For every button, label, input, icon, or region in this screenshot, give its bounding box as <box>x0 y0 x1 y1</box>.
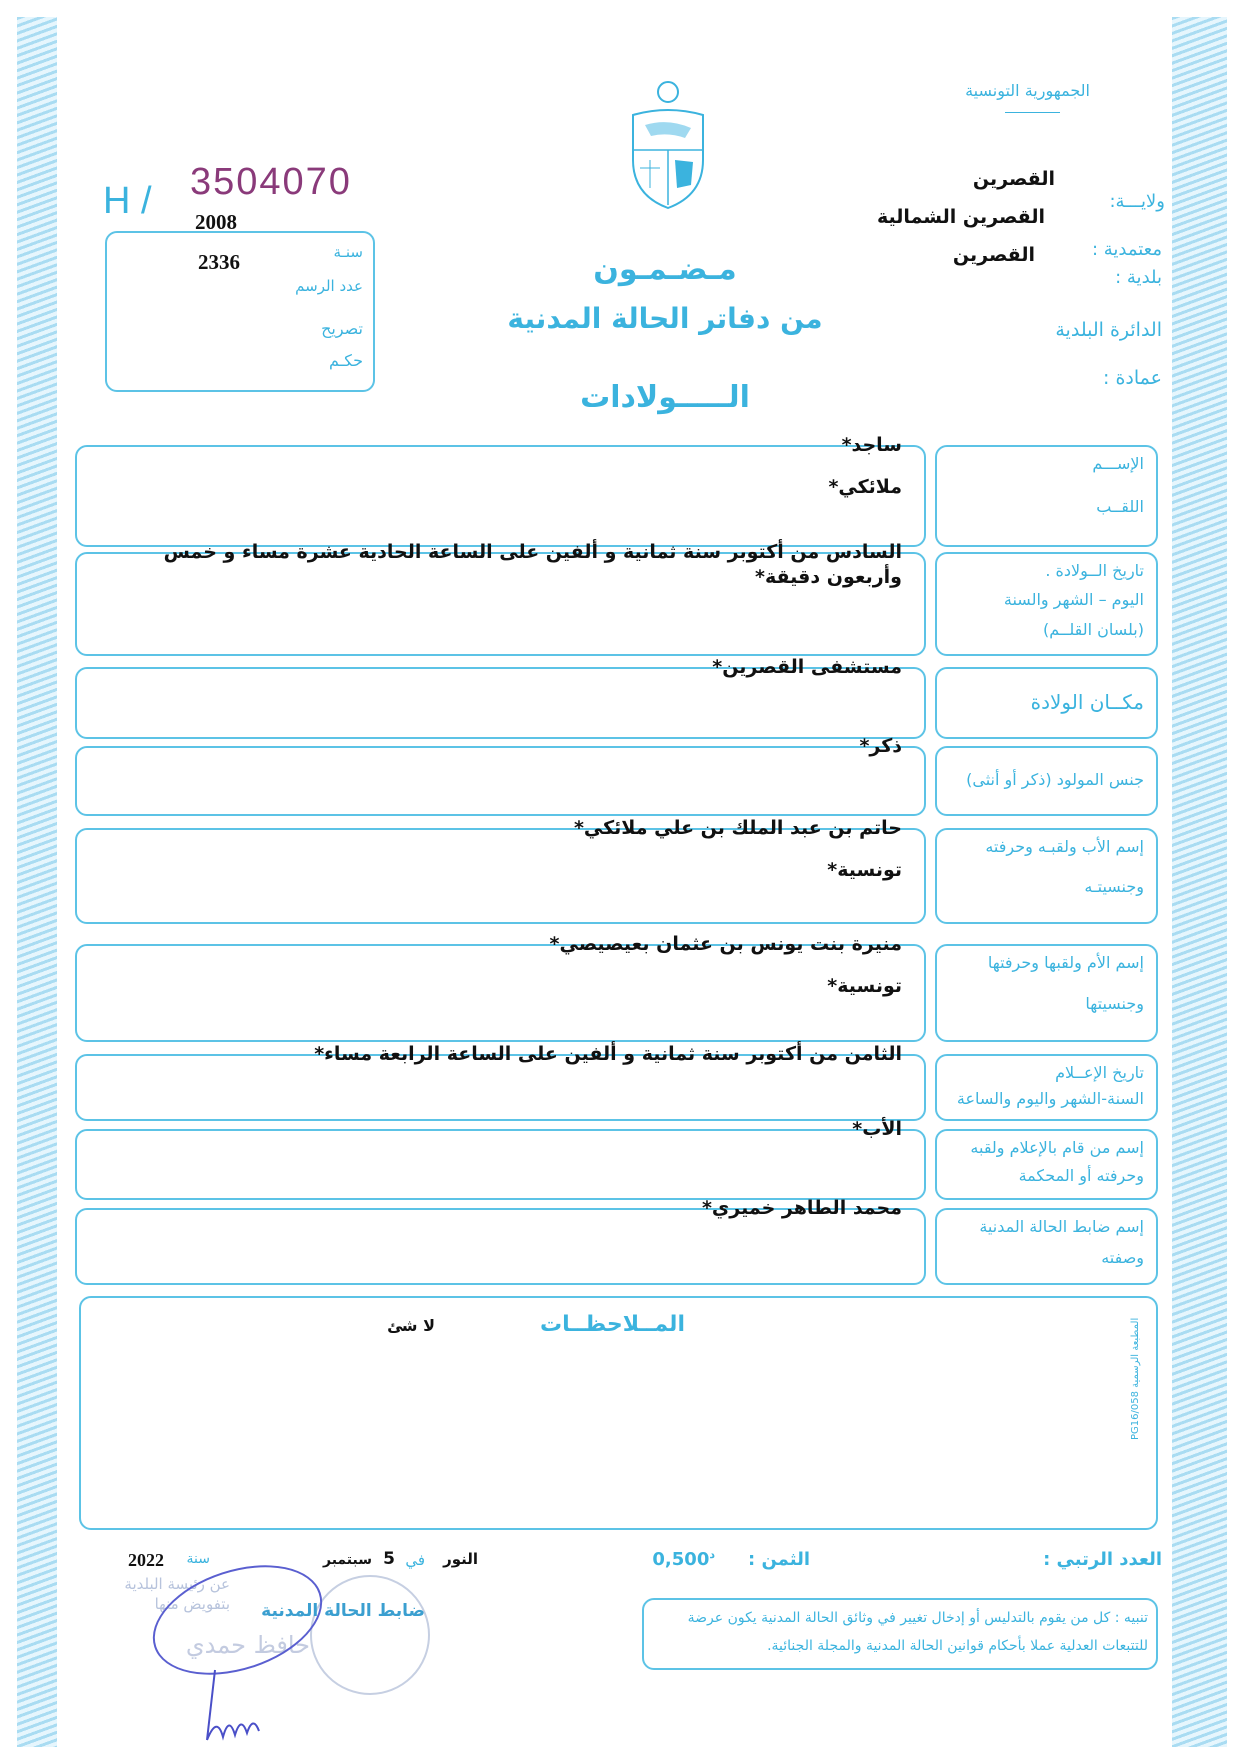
serial-number: 3504070 <box>190 161 352 203</box>
security-border-right <box>1172 17 1227 1747</box>
declaration-label: تصريح <box>321 319 363 338</box>
field-value-box <box>75 746 926 816</box>
field-label: إسم ضابط الحالة المدنية <box>979 1217 1144 1236</box>
field-label: تاريخ الــولادة . <box>1045 561 1144 580</box>
field-label: مكــان الولادة <box>1030 690 1144 714</box>
act-number-value: 2336 <box>198 250 240 274</box>
field-label: اليوم – الشهر والسنة <box>1003 590 1144 610</box>
field-label: تاريخ الإعــلام <box>1055 1063 1144 1082</box>
year-label: سنـة <box>333 243 363 261</box>
serial-label: العدد الرتبي : <box>1043 1549 1162 1570</box>
field-label: اللقــب <box>1096 497 1144 516</box>
field-value-secondary: ملائكي* <box>828 476 902 498</box>
security-border-left <box>17 17 57 1747</box>
field-label: السنة-الشهر واليوم والساعة <box>956 1088 1144 1108</box>
title-registers: من دفاتر الحالة المدنية <box>507 302 823 335</box>
republic-divider <box>1005 112 1060 113</box>
field-label: جنس المولود (ذكر أو أنثى) <box>966 770 1144 789</box>
field-label: الإســـم <box>1092 454 1144 473</box>
field-value: الأب* <box>852 1118 902 1140</box>
month-value: سبتمبر <box>322 1552 372 1568</box>
act-number-label: عدد الرسم <box>295 277 363 295</box>
title-births: الـــــولادات <box>580 380 750 415</box>
field-value-secondary: تونسية* <box>827 859 902 881</box>
remarks-label: المــلاحظــات <box>540 1312 685 1337</box>
field-value: مستشفى القصرين* <box>712 656 902 678</box>
title-summary: مـضـمـون <box>593 252 737 287</box>
place-value: النور <box>443 1550 478 1568</box>
year-value-footer: 2022 <box>128 1550 164 1570</box>
field-value: محمد الطاهر خميري* <box>701 1197 902 1219</box>
year-value: 2008 <box>195 210 237 234</box>
year-label-footer: سنة <box>186 1551 210 1567</box>
republic-label: الجمهورية التونسية <box>965 81 1090 100</box>
wilaya-value: القصرين <box>972 168 1055 190</box>
field-value: حاتم بن عبد الملك بن علي ملائكي* <box>573 817 902 839</box>
officer-name-stamp: حافظ حمدي <box>185 1631 310 1659</box>
field-value: منيرة بنت يونس بن عثمان بعيصيصي* <box>549 933 902 955</box>
day-value: 5 <box>383 1549 395 1569</box>
field-label: وحرفته أو المحكمة <box>1018 1165 1144 1185</box>
officer-label: ضابط الحالة المدنية <box>261 1601 425 1621</box>
field-value-box <box>75 828 926 924</box>
remarks-value: لا شئ <box>387 1316 435 1335</box>
field-value-box <box>75 944 926 1042</box>
field-label: إسم من قام بالإعلام ولقبه <box>970 1138 1144 1157</box>
tunisia-emblem <box>625 80 711 210</box>
field-label: إسم الأم ولقبها وحرفتها <box>987 953 1144 972</box>
field-label: (بلسان القلــم) <box>1043 619 1144 639</box>
field-value: ساجد* <box>841 434 902 456</box>
field-label: وجنسيتـه <box>1084 877 1144 896</box>
municipality-value: القصرين <box>952 244 1035 266</box>
field-value-secondary: تونسية* <box>827 975 902 997</box>
price-unit: د <box>709 1548 715 1561</box>
delegation-label: معتمدية : <box>1091 239 1162 260</box>
field-value-box <box>75 1129 926 1200</box>
delegation-value: القصرين الشمالية <box>877 206 1045 228</box>
field-value: ذكر* <box>859 735 902 757</box>
district-label: الدائرة البلدية <box>1055 319 1162 341</box>
field-value: الثامن من أكتوبر سنة ثمانية و ألفين على الساعة الرابعة مساء* <box>314 1043 902 1065</box>
warning-text: تنبيه : كل من يقوم بالتدليس أو إدخال تغيير في وثائق الحالة المدنية يكون عرضة للتتبعات العدلية عملا بأحكام قوانين الحالة المدنية والمجلة الجنائية. <box>687 1610 1148 1654</box>
field-label: وجنسيتها <box>1085 994 1144 1013</box>
field-label: إسم الأب ولقبـه وحرفته <box>985 837 1144 856</box>
printer-mark: المطبعة الرسمية PG16/058 <box>1130 1317 1141 1440</box>
municipality-label: بلدية : <box>1115 267 1162 288</box>
field-value: السادس من أكتوبر سنة ثمانية و ألفين على الساعة الحادية عشرة مساء و خمس وأربعون دقيقة* <box>163 541 902 588</box>
price-value <box>652 1548 715 1572</box>
reference-prefix: H / <box>103 180 152 222</box>
municipal-stamp <box>310 1575 430 1695</box>
judgment-label: حكـم <box>328 351 363 370</box>
price-label: الثمن : <box>747 1549 810 1570</box>
field-label: وصفته <box>1101 1247 1144 1267</box>
omada-label: عمادة : <box>1103 367 1162 389</box>
field-value-box <box>75 445 926 547</box>
wilaya-label: ولايـــة: <box>1109 191 1165 212</box>
delegation-stamp-text: عن رئيسة البلدية بتفويض منها <box>124 1575 230 1613</box>
signature <box>195 1665 275 1745</box>
price-amount: 0,500 <box>652 1549 710 1570</box>
in-label: في <box>405 1551 425 1569</box>
